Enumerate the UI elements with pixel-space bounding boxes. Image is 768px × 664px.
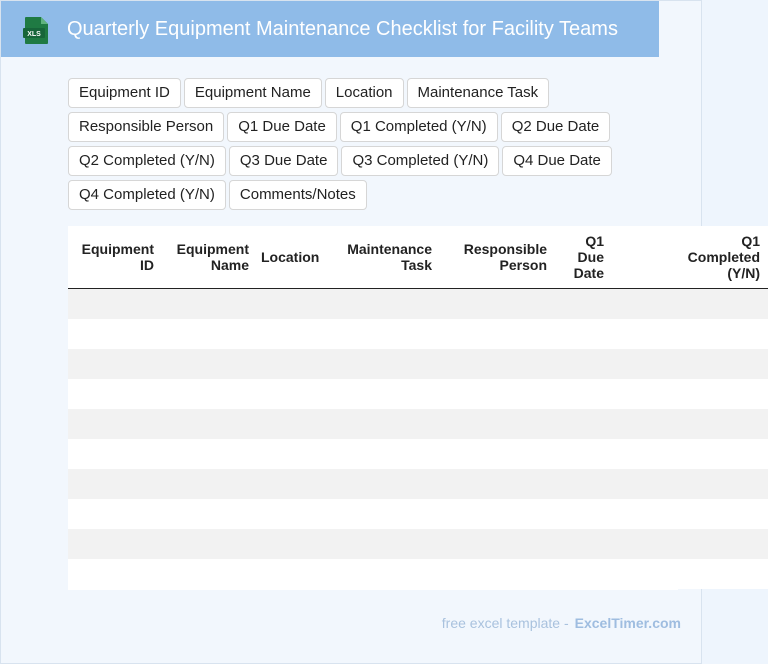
- table-row: [68, 349, 768, 379]
- table-row: [68, 469, 768, 499]
- table-cell[interactable]: [257, 469, 327, 499]
- table-row: [68, 289, 768, 320]
- table-cell[interactable]: [68, 379, 162, 409]
- table-cell[interactable]: [555, 499, 612, 529]
- column-header[interactable]: [68, 226, 162, 289]
- table-cell[interactable]: [612, 289, 768, 320]
- table-cell[interactable]: [257, 379, 327, 409]
- table-cell[interactable]: [162, 529, 257, 559]
- column-header-line: Q1: [585, 233, 604, 249]
- table-cell[interactable]: [555, 379, 612, 409]
- table-cell[interactable]: [257, 439, 327, 469]
- table-cell[interactable]: [162, 499, 257, 529]
- column-header-line: Person: [499, 257, 547, 273]
- footer-brand-link[interactable]: ExcelTimer.com: [574, 615, 681, 631]
- footer-credit: [442, 615, 681, 631]
- column-header[interactable]: [555, 226, 612, 289]
- table-cell[interactable]: [440, 319, 555, 349]
- table-cell[interactable]: [327, 409, 440, 439]
- column-header-line: Task: [401, 257, 432, 273]
- table-cell[interactable]: [68, 289, 162, 320]
- table-cell[interactable]: [162, 469, 257, 499]
- table-cell[interactable]: [162, 289, 257, 320]
- table-cell[interactable]: [162, 319, 257, 349]
- table-row: [68, 559, 768, 589]
- table-cell[interactable]: [162, 439, 257, 469]
- table-cell[interactable]: [440, 469, 555, 499]
- column-chip[interactable]: Q3 Due Date: [229, 146, 339, 176]
- table-cell[interactable]: [257, 349, 327, 379]
- column-chip[interactable]: Responsible Person: [68, 112, 224, 142]
- column-header-line: Date: [573, 265, 604, 281]
- table-row: [68, 379, 768, 409]
- table-cell[interactable]: [257, 559, 327, 589]
- table-cell[interactable]: [440, 439, 555, 469]
- table-cell[interactable]: [612, 409, 768, 439]
- column-header-line: Maintenance: [347, 241, 432, 257]
- table-cell[interactable]: [162, 379, 257, 409]
- column-header-line: Completed: [687, 249, 760, 265]
- table-cell[interactable]: [555, 319, 612, 349]
- table-cell[interactable]: [440, 289, 555, 320]
- xls-icon-label: XLS: [27, 31, 41, 38]
- column-chip[interactable]: Equipment Name: [184, 78, 322, 108]
- table-cell[interactable]: [68, 439, 162, 469]
- table-cell[interactable]: [327, 529, 440, 559]
- checklist-table: [68, 226, 768, 589]
- column-chip[interactable]: Q2 Due Date: [501, 112, 611, 142]
- table-cell[interactable]: [68, 499, 162, 529]
- table-cell[interactable]: [68, 349, 162, 379]
- table-body: [68, 289, 768, 590]
- table-cell[interactable]: [555, 349, 612, 379]
- table-row: [68, 319, 768, 349]
- table-cell[interactable]: [162, 559, 257, 589]
- table-cell[interactable]: [162, 409, 257, 439]
- column-chip[interactable]: Q1 Completed (Y/N): [340, 112, 498, 142]
- table-cell[interactable]: [327, 379, 440, 409]
- table-row: [68, 499, 768, 529]
- table-cell[interactable]: [327, 559, 440, 589]
- column-header[interactable]: [612, 226, 768, 289]
- table-cell[interactable]: [327, 499, 440, 529]
- column-header[interactable]: [440, 226, 555, 289]
- page-title: Quarterly Equipment Maintenance Checklist for Facility Teams: [67, 18, 618, 40]
- column-chip[interactable]: Comments/Notes: [229, 180, 367, 210]
- column-chip-list: [68, 78, 628, 210]
- column-header-line: Name: [210, 257, 249, 273]
- table-cell[interactable]: [612, 379, 768, 409]
- column-header[interactable]: [257, 226, 327, 289]
- column-header[interactable]: [327, 226, 440, 289]
- column-chip[interactable]: Q1 Due Date: [227, 112, 337, 142]
- table-cell[interactable]: [612, 559, 768, 589]
- table-cell[interactable]: [612, 349, 768, 379]
- table-header-row: [68, 226, 768, 289]
- table-row: [68, 409, 768, 439]
- table-cell[interactable]: [257, 529, 327, 559]
- table-row: [68, 529, 768, 559]
- table-cell[interactable]: [327, 319, 440, 349]
- table-cell[interactable]: [555, 529, 612, 559]
- column-chip[interactable]: Location: [325, 78, 404, 108]
- column-header-line: Equipment: [81, 241, 154, 257]
- table-cell[interactable]: [257, 289, 327, 320]
- column-header-line: Responsible: [463, 241, 547, 257]
- table-cell[interactable]: [612, 529, 768, 559]
- table-cell[interactable]: [327, 349, 440, 379]
- table-cell[interactable]: [612, 469, 768, 499]
- checklist-table-container: [68, 226, 760, 590]
- table-row: [68, 439, 768, 469]
- title-banner: [1, 1, 659, 57]
- column-chip[interactable]: Q2 Completed (Y/N): [68, 146, 226, 176]
- table-cell[interactable]: [327, 439, 440, 469]
- column-header[interactable]: [162, 226, 257, 289]
- column-chip[interactable]: Q3 Completed (Y/N): [341, 146, 499, 176]
- table-cell[interactable]: [555, 469, 612, 499]
- table-cell[interactable]: [68, 529, 162, 559]
- table-cell[interactable]: [440, 559, 555, 589]
- table-cell[interactable]: [440, 349, 555, 379]
- table-cell[interactable]: [440, 529, 555, 559]
- table-cell[interactable]: [440, 409, 555, 439]
- excel-file-icon: [23, 15, 51, 45]
- column-header-line: Q1: [741, 233, 760, 249]
- table-cell[interactable]: [612, 319, 768, 349]
- table-cell[interactable]: [327, 289, 440, 320]
- column-header-line: Location: [261, 249, 320, 265]
- table-cell[interactable]: [68, 559, 162, 589]
- table-cell[interactable]: [555, 289, 612, 320]
- footer-text: free excel template -: [441, 615, 569, 631]
- table-cell[interactable]: [327, 469, 440, 499]
- table-cell[interactable]: [440, 499, 555, 529]
- column-chip[interactable]: Q4 Due Date: [502, 146, 612, 176]
- column-header-line: Due: [577, 249, 604, 265]
- table-cell[interactable]: [68, 469, 162, 499]
- table-cell[interactable]: [555, 439, 612, 469]
- table-cell[interactable]: [68, 319, 162, 349]
- table-cell[interactable]: [257, 319, 327, 349]
- table-cell[interactable]: [612, 499, 768, 529]
- column-chip[interactable]: Q4 Completed (Y/N): [68, 180, 226, 210]
- table-cell[interactable]: [257, 409, 327, 439]
- column-header-line: (Y/N): [727, 265, 760, 281]
- column-header-line: Equipment: [176, 241, 249, 257]
- table-cell[interactable]: [257, 499, 327, 529]
- column-header-line: ID: [140, 257, 154, 273]
- table-cell[interactable]: [612, 439, 768, 469]
- table-cell[interactable]: [555, 559, 612, 589]
- table-cell[interactable]: [440, 379, 555, 409]
- table-cell[interactable]: [68, 409, 162, 439]
- column-chip[interactable]: Equipment ID: [68, 78, 181, 108]
- table-cell[interactable]: [555, 409, 612, 439]
- table-cell[interactable]: [162, 349, 257, 379]
- column-chip[interactable]: Maintenance Task: [407, 78, 550, 108]
